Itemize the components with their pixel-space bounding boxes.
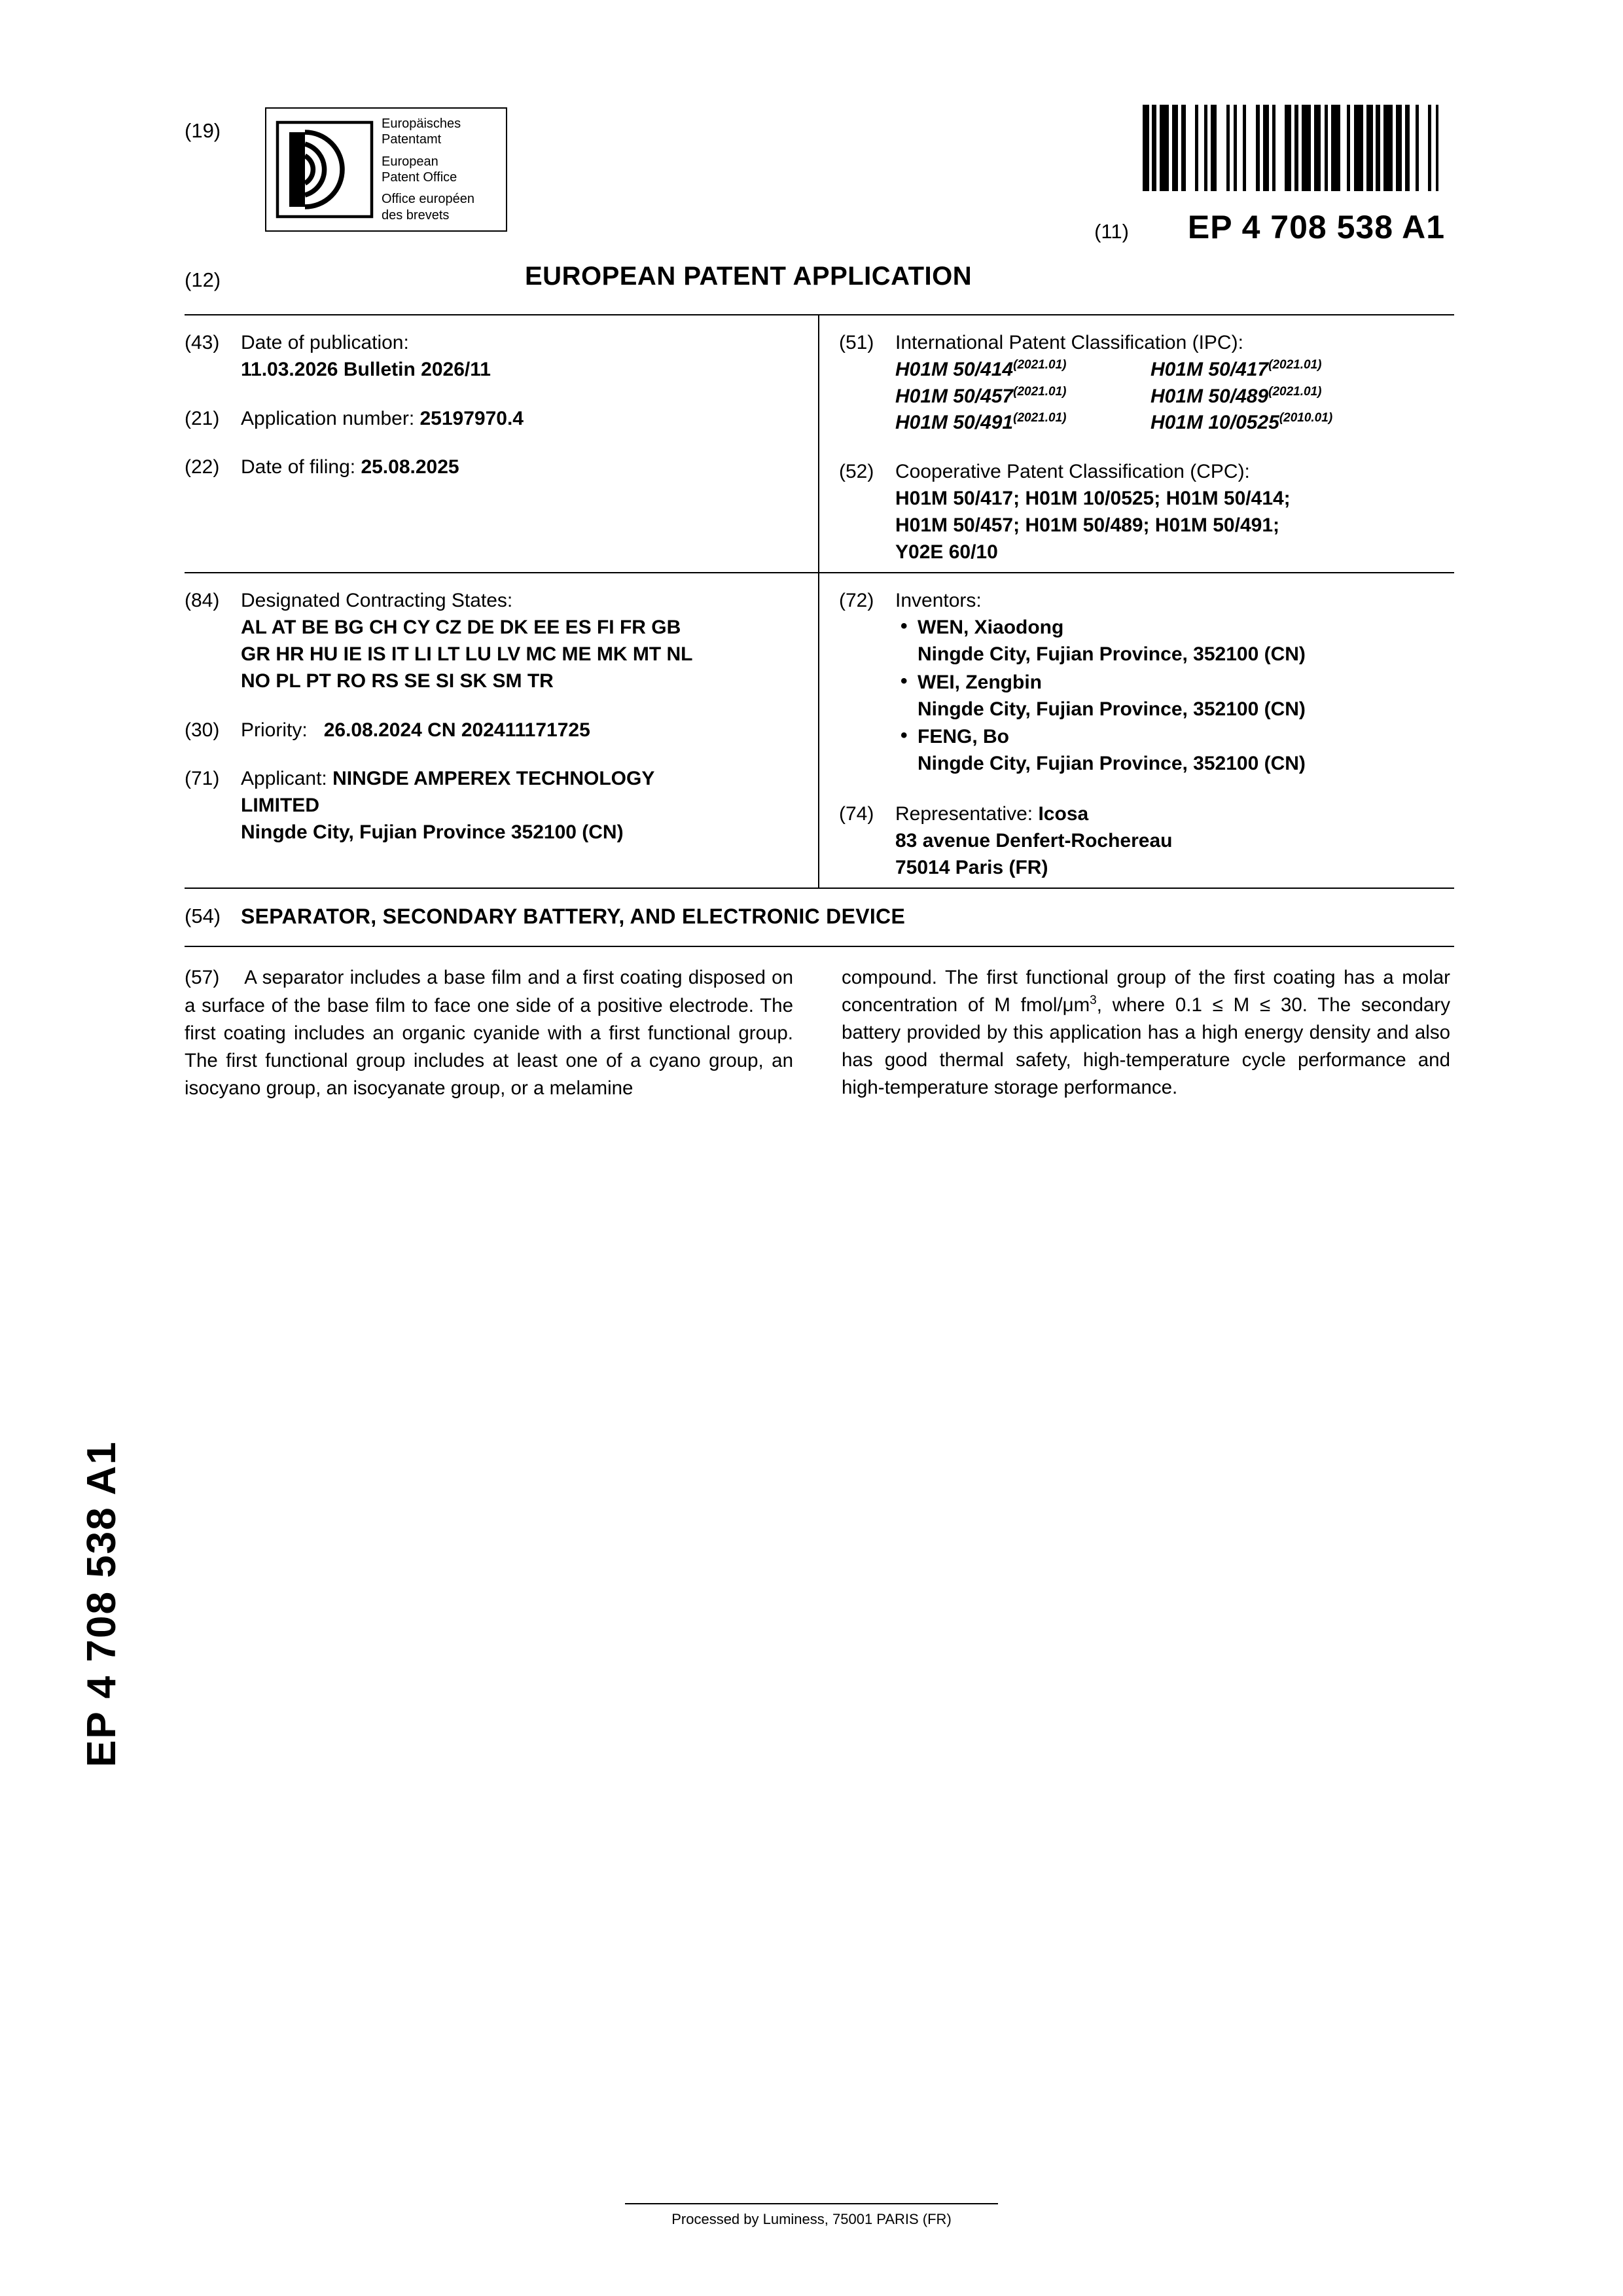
barcode-gap bbox=[1419, 105, 1428, 191]
biblio-right-column bbox=[819, 315, 1454, 572]
abstract-unit-exponent: 3 bbox=[1090, 994, 1097, 1008]
field-51-code: (51) bbox=[839, 332, 874, 353]
barcode-gap bbox=[1246, 105, 1255, 191]
barcode-gap bbox=[1410, 105, 1416, 191]
representative-street: 83 avenue Denfert-Rochereau bbox=[895, 829, 1173, 852]
biblio-block-top bbox=[185, 314, 1454, 572]
inventor-address: Ningde City, Fujian Province, 352100 (CN) bbox=[918, 753, 1306, 775]
tag-19: (19) bbox=[185, 119, 221, 142]
field-71-code: (71) bbox=[185, 768, 220, 790]
field-43-label: Date of publication: bbox=[241, 332, 409, 353]
invention-title: SEPARATOR, SECONDARY BATTERY, AND ELECTRONIC DEVICE bbox=[241, 905, 906, 929]
list-item bbox=[895, 724, 1454, 778]
field-74-code: (74) bbox=[839, 802, 874, 825]
document-type-title: EUROPEAN PATENT APPLICATION bbox=[525, 262, 972, 291]
inventor-name: • FENG, Bo bbox=[895, 724, 1454, 751]
epo-office-names bbox=[382, 116, 474, 223]
ipc-edition: (2021.01) bbox=[1268, 357, 1322, 372]
doc-type-row bbox=[185, 262, 1454, 314]
office-line-fr-1: Office européen bbox=[382, 192, 474, 207]
field-54-code: (54) bbox=[185, 905, 221, 928]
inventor-address: Ningde City, Fujian Province, 352100 (CN) bbox=[918, 643, 1306, 665]
barcode-gap bbox=[1438, 105, 1445, 191]
field-71 bbox=[185, 766, 805, 846]
ipc-edition: (2021.01) bbox=[1268, 384, 1322, 399]
field-43 bbox=[185, 330, 805, 384]
barcode-bar bbox=[1160, 105, 1169, 191]
ipc-class: H01M 50/457 bbox=[895, 385, 1014, 407]
abstract-text-2a: compound. The first functional group of the first coating has a molar concentration of M fmol/ bbox=[842, 967, 1450, 1016]
barcode-bar bbox=[1314, 105, 1321, 191]
applicant-name-1: NINGDE AMPEREX TECHNOLOGY bbox=[332, 768, 655, 790]
field-22-value: 25.08.2025 bbox=[361, 456, 459, 478]
biblio-left-column bbox=[185, 315, 819, 572]
barcode-bar bbox=[1211, 105, 1217, 191]
ipc-class: H01M 50/414 bbox=[895, 358, 1014, 380]
abstract-column-2 bbox=[842, 964, 1450, 1102]
barcode-gap bbox=[1217, 105, 1226, 191]
field-52-label: Cooperative Patent Classification (CPC): bbox=[895, 461, 1250, 483]
page-content bbox=[185, 98, 1454, 1102]
ipc-edition: (2021.01) bbox=[1013, 357, 1067, 372]
field-51 bbox=[839, 330, 1454, 437]
barcode-bar bbox=[1285, 105, 1291, 191]
header bbox=[185, 98, 1454, 262]
ipc-class: H01M 50/489 bbox=[1150, 385, 1269, 407]
applicant-address: Ningde City, Fujian Province 352100 (CN) bbox=[241, 821, 624, 843]
publication-number: EP 4 708 538 A1 bbox=[1187, 209, 1445, 245]
ipc-class: H01M 50/491 bbox=[895, 412, 1014, 434]
epo-emblem-icon bbox=[276, 120, 374, 219]
ipc-class: H01M 50/417 bbox=[1150, 358, 1269, 380]
office-line-en-2: Patent Office bbox=[382, 170, 457, 185]
page-footer bbox=[0, 2203, 1623, 2228]
barcode-bar bbox=[1143, 105, 1149, 191]
representative-name: Icosa bbox=[1038, 802, 1089, 825]
field-52 bbox=[839, 459, 1454, 565]
field-30-value: 26.08.2024 CN 202411171725 bbox=[323, 719, 590, 741]
barcode-bar bbox=[1302, 105, 1311, 191]
barcode-bar bbox=[1263, 105, 1270, 191]
states-line-3: NO PL PT RO RS SE SI SK SM TR bbox=[241, 670, 554, 692]
list-item bbox=[895, 670, 1454, 723]
office-line-de-2: Patentamt bbox=[382, 132, 442, 147]
field-43-code: (43) bbox=[185, 332, 220, 353]
field-22 bbox=[185, 454, 805, 481]
list-item bbox=[895, 615, 1454, 668]
office-line-de-1: Europäisches bbox=[382, 116, 461, 131]
abstract-column-1 bbox=[185, 964, 793, 1102]
ipc-row-3 bbox=[895, 410, 1454, 437]
biblio-right-column-2 bbox=[819, 573, 1454, 888]
field-22-code: (22) bbox=[185, 456, 220, 478]
ipc-class: H01M 10/0525 bbox=[1150, 412, 1279, 434]
field-84 bbox=[185, 588, 805, 694]
barcode-bar bbox=[1396, 105, 1402, 191]
office-line-fr-2: des brevets bbox=[382, 207, 450, 223]
field-30-label: Priority: bbox=[241, 719, 308, 741]
field-30 bbox=[185, 717, 805, 744]
field-74 bbox=[839, 801, 1454, 881]
footer-text: Processed by Luminess, 75001 PARIS (FR) bbox=[671, 2211, 952, 2227]
ipc-row-2 bbox=[895, 384, 1454, 410]
field-51-label: International Patent Classification (IPC): bbox=[895, 332, 1243, 353]
barcode-gap bbox=[1186, 105, 1195, 191]
abstract-text-1: A separator includes a base film and a first coating disposed on a surface of the base film to face one side of a positive electrode. The first coating includes an organic cyanide with a first functional group. The first functional group includes at least one of a cyano group, an isocyano group, an isocyanate group, or a melamine bbox=[185, 967, 793, 1099]
cpc-line-2: H01M 50/457; H01M 50/489; H01M 50/491; bbox=[895, 514, 1279, 536]
epo-logo-box bbox=[265, 107, 507, 232]
invention-title-row bbox=[185, 888, 1454, 946]
abstract-unit-m: m bbox=[1073, 994, 1090, 1016]
field-74-label: Representative: bbox=[895, 802, 1033, 825]
barcode-bar bbox=[1354, 105, 1363, 191]
abstract-text-2b: , where 0.1 ≤ M ≤ 30. The secondary battery provided by this application has a high energy density and also has good thermal safety, high-temperature cycle performance and high-temperature storage performance. bbox=[842, 994, 1450, 1098]
barcode bbox=[1143, 105, 1445, 191]
barcode-gap bbox=[1198, 105, 1205, 191]
ipc-edition: (2021.01) bbox=[1013, 411, 1067, 425]
tag-11: (11) bbox=[1094, 220, 1129, 243]
field-21-code: (21) bbox=[185, 407, 220, 429]
cpc-line-1: H01M 50/417; H01M 10/0525; H01M 50/414; bbox=[895, 487, 1291, 509]
barcode-bar bbox=[1383, 105, 1393, 191]
inventor-name: • WEI, Zengbin bbox=[895, 670, 1454, 696]
field-52-code: (52) bbox=[839, 461, 874, 483]
field-72-label: Inventors: bbox=[895, 590, 982, 612]
field-57-code: (57) bbox=[185, 967, 220, 989]
barcode-bar bbox=[1172, 105, 1179, 191]
field-21-value: 25197970.4 bbox=[419, 407, 524, 429]
field-84-code: (84) bbox=[185, 590, 220, 612]
tag-12: (12) bbox=[185, 268, 221, 291]
states-line-2: GR HR HU IE IS IT LI LT LU LV MC ME MK MT NL bbox=[241, 643, 693, 665]
ipc-edition: (2010.01) bbox=[1279, 411, 1333, 425]
inventor-name: • WEN, Xiaodong bbox=[895, 615, 1454, 641]
representative-city: 75014 Paris (FR) bbox=[895, 856, 1048, 878]
biblio-block-bottom bbox=[185, 572, 1454, 888]
field-21-label: Application number: bbox=[241, 407, 415, 429]
abstract-block bbox=[185, 946, 1454, 1102]
states-line-1: AL AT BE BG CH CY CZ DE DK EE ES FI FR GB bbox=[241, 617, 681, 639]
ipc-row-1 bbox=[895, 357, 1454, 384]
field-21 bbox=[185, 406, 805, 433]
biblio-left-column-2 bbox=[185, 573, 819, 888]
applicant-name-2: LIMITED bbox=[241, 795, 319, 817]
field-43-value: 11.03.2026 Bulletin 2026/11 bbox=[241, 358, 491, 380]
field-84-label: Designated Contracting States: bbox=[241, 590, 513, 612]
barcode-gap bbox=[1340, 105, 1347, 191]
field-72 bbox=[839, 588, 1454, 779]
ipc-edition: (2021.01) bbox=[1013, 384, 1067, 399]
barcode-gap bbox=[1237, 105, 1243, 191]
field-72-code: (72) bbox=[839, 590, 874, 612]
cpc-line-3: Y02E 60/10 bbox=[895, 541, 998, 563]
abstract-unit-mu: μ bbox=[1062, 994, 1074, 1016]
inventor-address: Ningde City, Fujian Province, 352100 (CN) bbox=[918, 698, 1306, 720]
footer-divider bbox=[625, 2203, 998, 2204]
publication-number-row bbox=[1094, 208, 1445, 246]
field-30-code: (30) bbox=[185, 719, 220, 741]
office-line-en-1: European bbox=[382, 154, 438, 169]
inventor-list bbox=[895, 615, 1454, 778]
field-71-label: Applicant: bbox=[241, 768, 327, 790]
barcode-bar bbox=[1366, 105, 1373, 191]
field-22-label: Date of filing: bbox=[241, 456, 356, 478]
barcode-gap bbox=[1275, 105, 1285, 191]
barcode-bar bbox=[1331, 105, 1340, 191]
spine-publication-number: EP 4 708 538 A1 bbox=[79, 1441, 124, 1767]
